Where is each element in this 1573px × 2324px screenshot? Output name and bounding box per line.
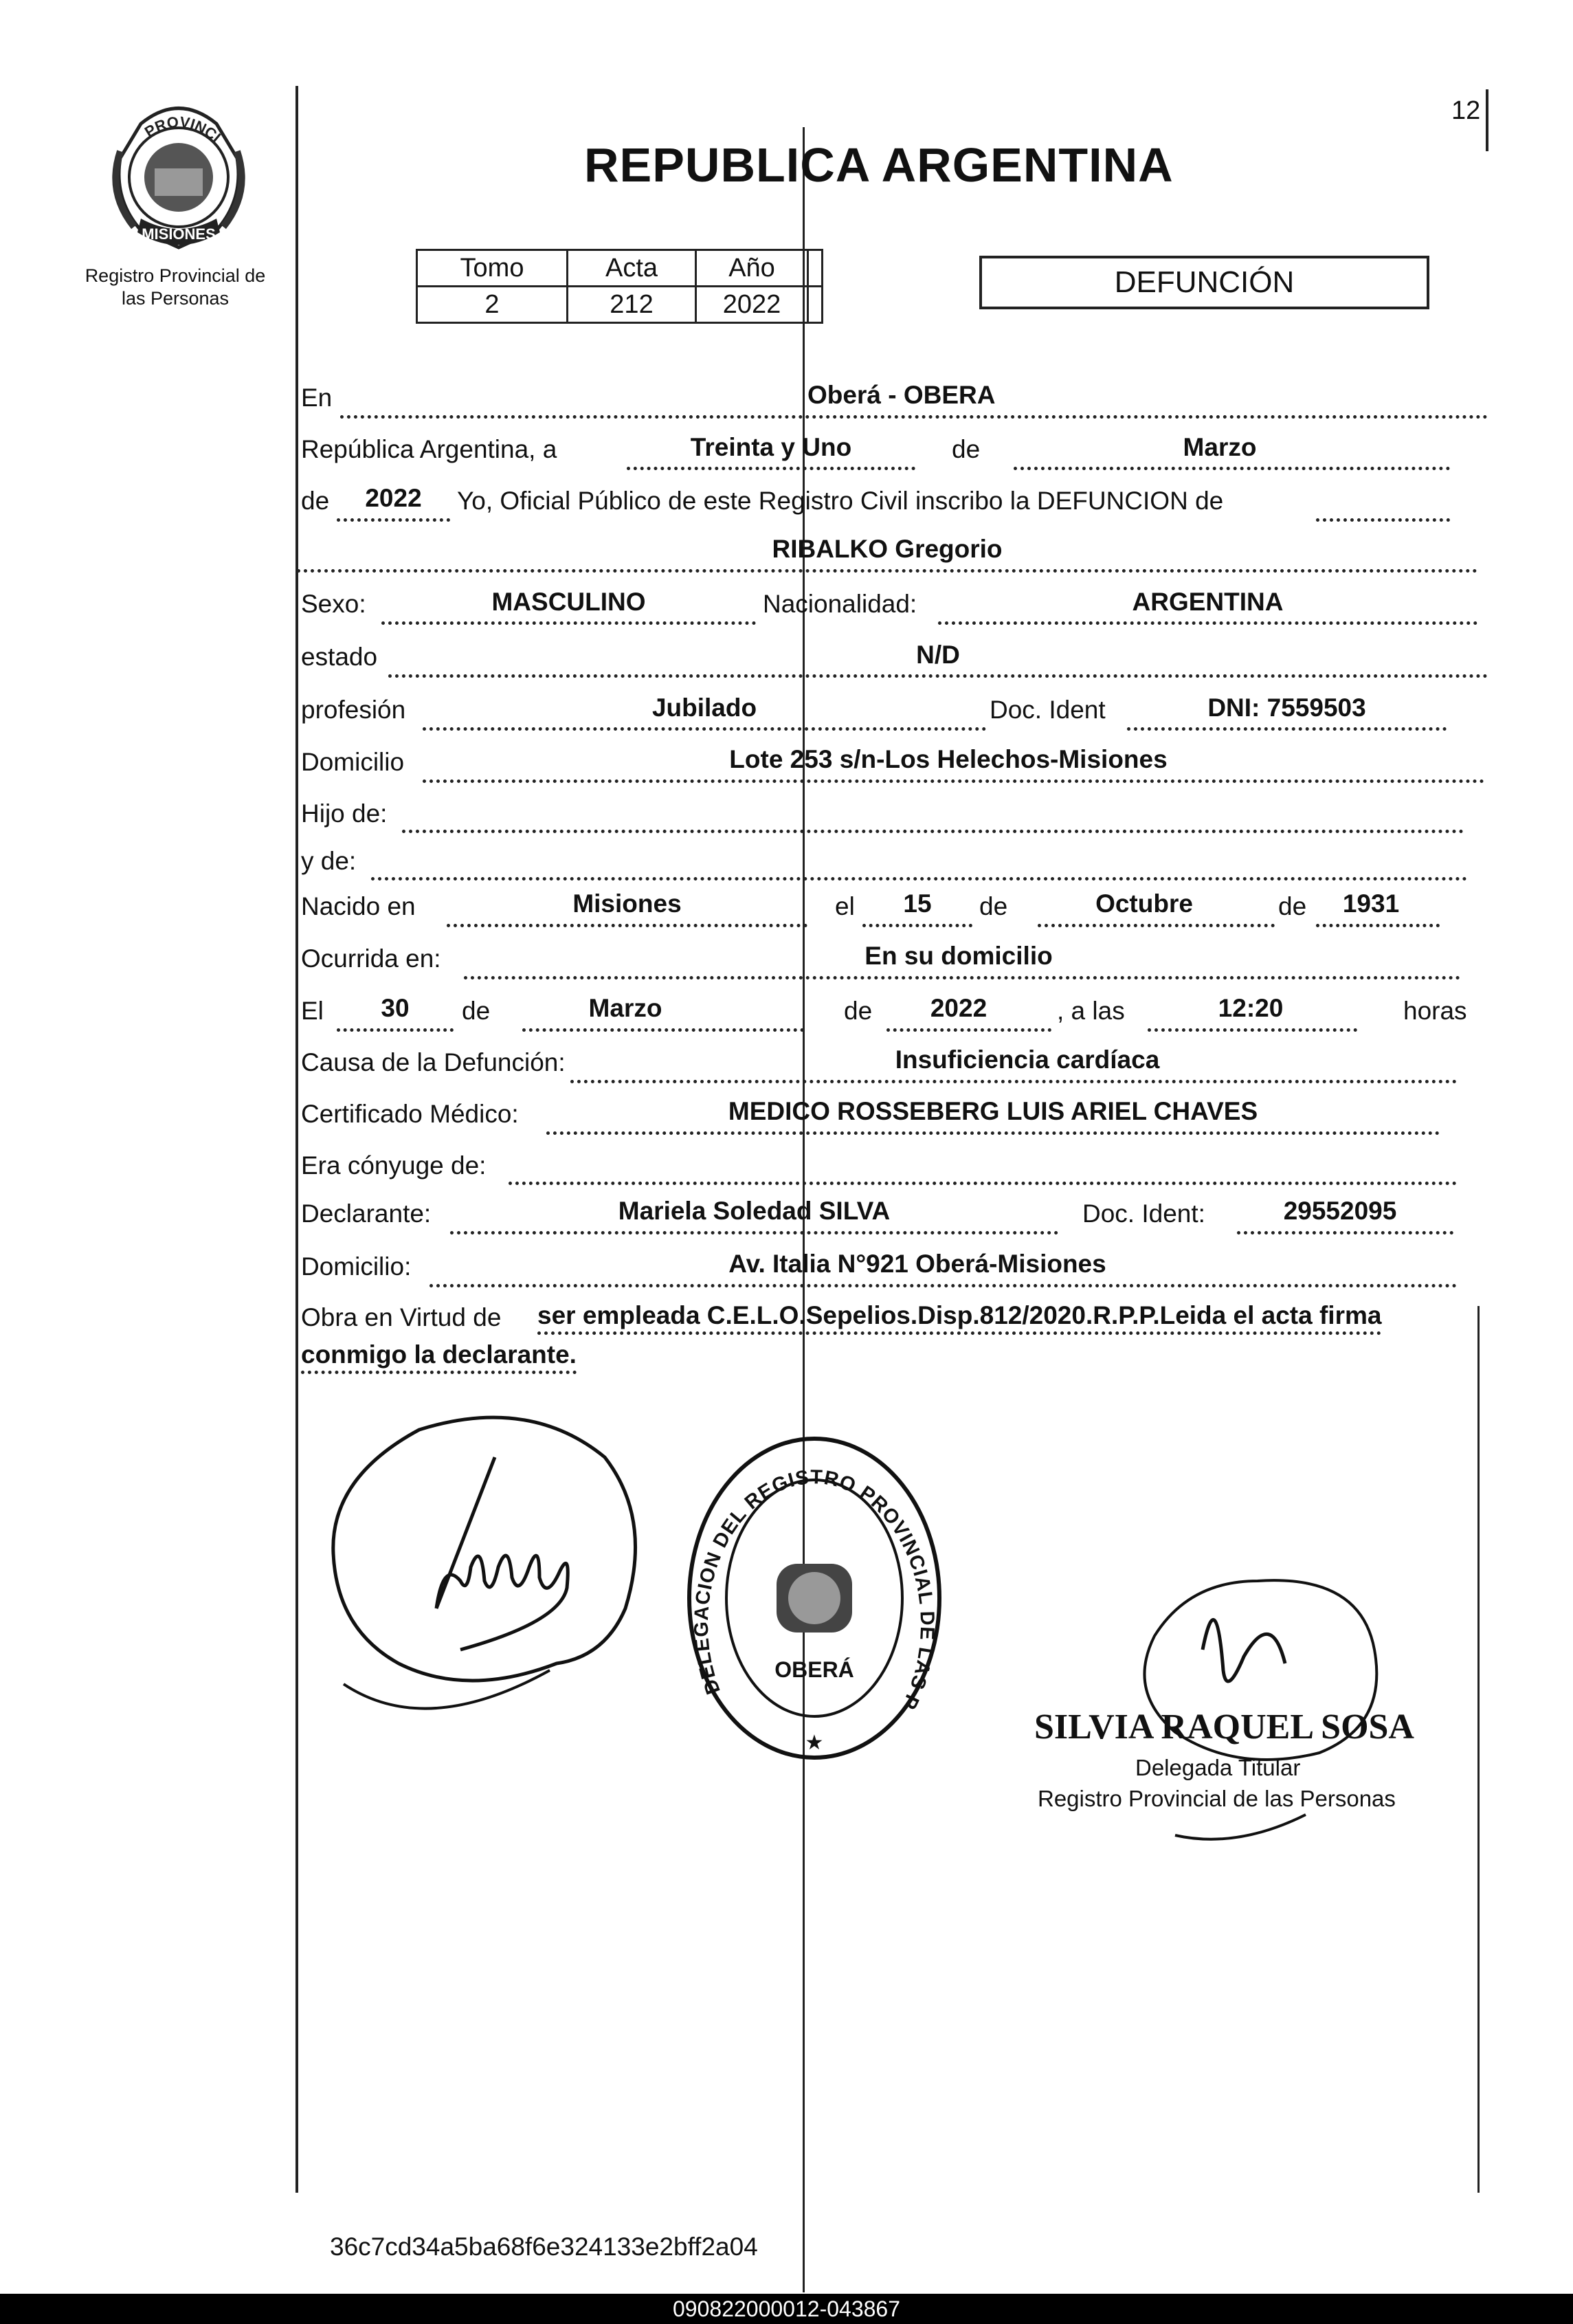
left-margin-line	[295, 86, 298, 2193]
page-number: 12	[1451, 96, 1481, 125]
el-label: el	[835, 892, 855, 920]
nac-dia: 15	[903, 889, 932, 918]
def-anio-line	[886, 1028, 1051, 1032]
causa-label: Causa de la Defunción:	[301, 1048, 566, 1076]
dia-line	[627, 467, 915, 470]
obra-line2: conmigo la declarante.	[301, 1340, 577, 1374]
dia-texto: Treinta y Uno	[690, 433, 852, 461]
seal-bottom-text: MISIONES	[142, 225, 216, 243]
registry-line1: Registro Provincial de	[85, 265, 266, 286]
sexo-line	[381, 621, 756, 625]
doc-line	[1127, 727, 1447, 731]
def-mes: Marzo	[588, 994, 662, 1022]
barcode-text: 090822000012-043867	[673, 2297, 900, 2321]
en-line	[340, 415, 1488, 419]
acta-value: 212	[568, 287, 696, 323]
certificado-label: Certificado Médico:	[301, 1100, 519, 1128]
declarante-label: Declarante:	[301, 1199, 432, 1228]
el2-label: El	[301, 997, 324, 1025]
profesion: Jubilado	[651, 694, 757, 722]
registry-label	[65, 265, 285, 310]
hora-line	[1148, 1028, 1357, 1032]
tomo-value: 2	[417, 287, 568, 323]
en-value: Oberá - OBERA	[807, 381, 996, 409]
nacido-label: Nacido en	[301, 892, 416, 920]
domicilio-line	[423, 779, 1484, 783]
domicilio2-label: Domicilio:	[301, 1252, 412, 1281]
ocurrida-en: En su domicilio	[864, 942, 1053, 970]
declarante-line	[450, 1231, 1058, 1235]
nac-anio: 1931	[1342, 889, 1400, 918]
declarante: Mariela Soledad SILVA	[618, 1197, 891, 1225]
right-margin-line	[1477, 1306, 1480, 2193]
act-table	[416, 249, 823, 324]
nacionalidad-line	[938, 621, 1477, 625]
nac-anio-line	[1316, 924, 1440, 927]
nac-mes: Octubre	[1095, 889, 1193, 918]
de2-label: de	[301, 487, 330, 515]
nacido-en: Misiones	[572, 889, 682, 918]
page-title: REPUBLICA ARGENTINA	[584, 138, 1174, 192]
doc2: 29552095	[1283, 1197, 1397, 1225]
def-de1-label: de	[462, 997, 491, 1025]
doc-label: Doc. Ident	[990, 696, 1106, 724]
hijo-label: Hijo de:	[301, 799, 388, 828]
signatory-role: Delegada Titular	[1135, 1755, 1301, 1780]
obra-label: Obra en Virtud de	[301, 1303, 502, 1331]
yde-line	[371, 877, 1467, 881]
table-spacer	[808, 250, 823, 287]
republica-label: República Argentina, a	[301, 435, 557, 463]
obra-line1: ser empleada C.E.L.O.Sepelios.Disp.812/2020.R.P.P.Leida el acta firma	[537, 1301, 1381, 1335]
stamp-bottom-text: OBERÁ	[774, 1657, 854, 1682]
signatory-office: Registro Provincial de las Personas	[1038, 1786, 1396, 1811]
nac-de1-label: de	[979, 892, 1008, 920]
de-label: de	[952, 435, 981, 463]
registry-line2: las Personas	[121, 288, 230, 309]
nac-de2-label: de	[1278, 892, 1307, 920]
horas-label: horas	[1403, 997, 1467, 1025]
doc: DNI: 7559503	[1207, 694, 1366, 722]
domicilio-label: Domicilio	[301, 748, 405, 776]
mes-acta: Marzo	[1183, 433, 1257, 461]
def-dia: 30	[381, 994, 410, 1022]
act-type: DEFUNCIÓN	[1114, 265, 1295, 299]
stamp-ring-text: DELEGACION DEL REGISTRO PROVINCIAL DE LAS P	[690, 1466, 939, 1714]
ocurrida-line	[464, 976, 1460, 980]
nacionalidad: ARGENTINA	[1132, 588, 1284, 616]
def-de2-label: de	[844, 997, 873, 1025]
def-hora: 12:20	[1218, 994, 1284, 1022]
hijo-line	[402, 830, 1464, 833]
def-mes-line	[522, 1028, 804, 1032]
sexo-label: Sexo:	[301, 590, 366, 618]
domicilio2-line	[429, 1284, 1457, 1287]
en-label: En	[301, 384, 333, 412]
oficial-text: Yo, Oficial Público de este Registro Civil inscribo la DEFUNCION de	[457, 487, 1224, 515]
certificado: MEDICO ROSSEBERG LUIS ARIEL CHAVES	[728, 1097, 1258, 1125]
right-edge-mark	[1486, 89, 1488, 151]
tomo-header: Tomo	[417, 250, 568, 287]
estado-label: estado	[301, 643, 378, 671]
nombre: RIBALKO Gregorio	[772, 535, 1003, 563]
doc2-line	[1237, 1231, 1453, 1235]
oficial-line	[1316, 518, 1450, 522]
doc2-label: Doc. Ident:	[1082, 1199, 1205, 1228]
anio-header: Año	[696, 250, 808, 287]
nac-dia-line	[862, 924, 972, 927]
seal-ring-text: PROVINCI	[142, 113, 225, 146]
causa-line	[570, 1080, 1457, 1083]
def-anio: 2022	[930, 994, 988, 1022]
nac-mes-line	[1038, 924, 1275, 927]
nombre-line	[297, 569, 1477, 573]
certificado-line	[546, 1131, 1440, 1135]
anio-acta: 2022	[365, 484, 422, 512]
estado: N/D	[916, 641, 960, 669]
anio-acta-line	[337, 518, 450, 522]
anio-value: 2022	[696, 287, 808, 323]
estado-line	[388, 674, 1488, 678]
provincial-seal	[100, 96, 258, 254]
signatory-name: SILVIA RAQUEL SOSA	[1034, 1707, 1414, 1747]
acta-header: Acta	[568, 250, 696, 287]
domicilio2: Av. Italia N°921 Oberá-Misiones	[728, 1250, 1106, 1278]
yde-label: y de:	[301, 847, 357, 875]
barcode-bar	[0, 2294, 1573, 2324]
table-spacer	[808, 287, 823, 323]
nacionalidad-label: Nacionalidad:	[763, 590, 917, 618]
domicilio: Lote 253 s/n-Los Helechos-Misiones	[729, 745, 1168, 773]
document-hash: 36c7cd34a5ba68f6e324133e2bff2a04	[330, 2233, 758, 2261]
mes-line	[1014, 467, 1450, 470]
conyuge-line	[509, 1182, 1457, 1185]
nacido-line	[447, 924, 807, 927]
ocurrida-label: Ocurrida en:	[301, 944, 441, 973]
act-type-box	[979, 256, 1429, 309]
official-signature	[323, 1402, 660, 1746]
alas-label: , a las	[1057, 997, 1125, 1025]
def-dia-line	[337, 1028, 454, 1032]
causa: Insuficiencia cardíaca	[895, 1045, 1160, 1074]
stamp-star-icon: ★	[805, 1731, 824, 1754]
sexo: MASCULINO	[491, 588, 646, 616]
profesion-label: profesión	[301, 696, 406, 724]
delegation-stamp	[684, 1433, 945, 1763]
conyuge-label: Era cónyuge de:	[301, 1151, 487, 1180]
profesion-line	[423, 727, 986, 731]
